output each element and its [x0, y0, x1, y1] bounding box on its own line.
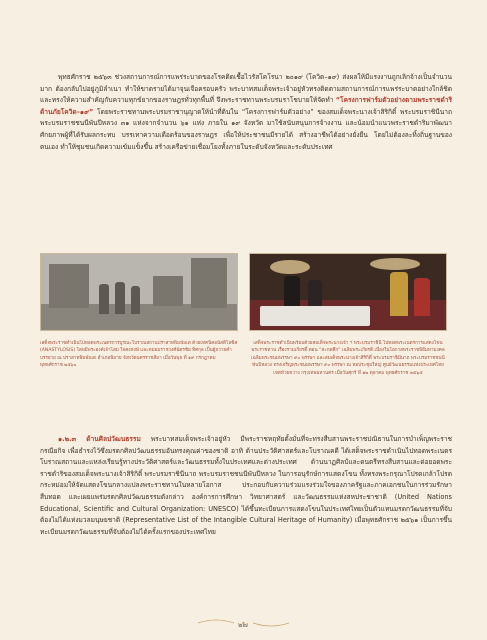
page-number: ๒๗ — [238, 621, 248, 629]
photo-khon-performance — [249, 253, 447, 331]
ruin-block — [153, 276, 183, 306]
stage-light — [270, 260, 310, 274]
stage-light — [370, 258, 420, 270]
ruin-tower — [191, 258, 227, 308]
culture-paragraph — [40, 434, 452, 538]
section-heading-highlight: ๑.๒.๓ ด้านศิลปวัฒนธรรม — [58, 435, 141, 443]
photo-ancient-ruins — [40, 253, 238, 331]
person-figure — [131, 286, 140, 314]
ruin-wall — [49, 264, 89, 308]
audience-figure — [284, 276, 300, 310]
person-figure — [115, 282, 125, 314]
performer-figure — [414, 278, 430, 316]
culture-paragraph-rest: พระบาทสมเด็จพระเจ้าอยู่หัว มีพระราชหฤทัยตั้งมั่นที่จะทรงสืบสานพระราชปณิธานในการบำเพ็ญพระราชกรณียกิจ เพื่อธำรงไว้ซึ่งมรดกศิลปวัฒนธรรมอันทรงคุณค่าของชาติ อาทิ ด้านประวัติศาสตร์และโบราณคดี ได้เสด็จพระราชดำเนินไปทอดพระเนตรโบราณสถานและแหล่งเรียนรู้ทางประวัติศาสตร์และวัฒนธรรมทั้งในประเทศและต่างประเทศ ด้านนาฏศิลป์และดนตรีทรงสืบสานและต่อยอดพระราชดำริของสมเด็จพระนางเจ้าสิริกิติ์ พระบรมราชินีนาถ พระบรมราชชนนีพันปีหลวง ในการอนุรักษ์การแสดงโขน ทั้งทรงพระกรุณาโปรดเกล้าโปรดกระหม่อมให้จัดแสดงโขนกลางแปลงพระราชทานในหลายโอกาส ประกอบกับความร่วมแรงร่วมใจของภาครัฐและภาคเอกชนในการร่วมรักษา สืบทอด และเผยแพร่มรดกศิลปวัฒนธรรมดังกล่าว องค์การการศึกษา วิทยาศาสตร์ และวัฒนธรรมแห่งสหประชาชาติ (United Nations Educational, Scientific and Cultural Organization: UNESCO) ได้ขึ้นทะเบียนการแสดงโขนในประเทศไทยเป็นตัวแทนมรดกวัฒนธรรมที่จับต้องไม่ได้แห่งมวลมนุษยชาติ (Representative List of the Intangible Cultural Heritage of Humanity) เมื่อพุทธศักราช ๒๕๖๑ เป็นการขึ้นทะเบียนมรดกวัฒนธรรมที่จับต้องไม่ได้ครั้งแรกของประเทศไทย — [40, 435, 452, 536]
person-figure — [99, 284, 109, 314]
caption-right: เสด็จพระราชดำเนินพร้อมด้วยสมเด็จพระนางเจ้า ฯ พระบรมราชินี ไปทอดพระเนตรการแสดงโขนพระราชทาน เรื่องรามเกียรติ์ ตอน “สะกดศึก” เฉลิมพระเกียรติ เนื่องในโอกาสพระราชพิธีมหามงคลเฉลิมพระชนมพรรษา ๙๐ พรรษา และสมเด็จพระนางเจ้าสิริกิติ์ พระบรมราชินีนาถ พระบรมราชชนนีพันปีหลวง ทรงเจริญพระชนมพรรษา ๙๐ พรรษา ณ หอประชุมใหญ่ ศูนย์วัฒนธรรมแห่งประเทศไทย เขตห้วยขวาง กรุงเทพมหานคร เมื่อวันศุกร์ ที่ ๑๒ ตุลาคม พุทธศักราช ๒๕๖๕ — [251, 341, 445, 376]
photo-table — [260, 306, 370, 326]
intro-paragraph-rest: โดยพระราชทานพระบรมราชานุญาตให้นำที่ดินใน “โครงการฟาร์มตัวอย่าง” ของสมเด็จพระนางเจ้าสิริกิติ์ พระบรมราชินีนาถ พระบรมราชชนนีพันปีหลวง ๓๑ แห่งจากจำนวน ๖๑ แห่ง ภายใน ๑๙ จังหวัด มาใช้สนับสนุนการจ้างงาน และน้อมนำแนวพระราชดำริมาพัฒนาศักยภาพผู้ที่ได้รับผลกระทบ บรรเทาความเดือดร้อนของราษฎร เพื่อให้ประชาชนมีรายได้ สร้างอาชีพได้อย่างยั่งยืน โดยไม่ต้องละทิ้งถิ่นฐานของตนเอง ทำให้ชุมชนเกิดความเข้มแข็งขึ้น สร้างเครือข่ายเชื่อมโยงทั้งภายในระดับจังหวัดและระดับประเทศ — [40, 107, 452, 151]
intro-paragraph — [40, 72, 452, 153]
intro-paragraph-lead: พุทธศักราช ๒๕๖๓ ช่วงสถานการณ์การแพร่ระบาดของโรคติดเชื้อไวรัสโคโรนา ๒๐๑๙ (โควิด–๑๙) ส่งผลให้มีแรงงานถูกเลิกจ้างเป็นจำนวนมาก ต้องกลับไปอยู่ภูมิลำเนา ทำให้ขาดรายได้มาจุนเจือครอบครัว พระบาทสมเด็จพระเจ้าอยู่หัวทรงติดตามสถานการณ์การแพร่ระบาดอย่างใกล้ชิด และทรงให้ความสำคัญกับความทุกข์ยากของราษฎรทั่วทุกพื้นที่ จึงพระราชทานพระบรมราโชบายให้จัดทำ — [40, 73, 452, 105]
performer-figure — [390, 272, 408, 316]
project-title-highlight: “โครงการฟาร์มตัวอย่างตามพระราชดำริ ต้านภัยโควิด–๑๙” — [40, 96, 452, 116]
caption-left: เสด็จพระราชดำเนินไปทอดพระเนตรการบูรณะโบราณสถานปราสาทพิมพ์มเด ด้วยเทคนิคอนัสติโลซิส (ANASTYLOSIS) โดยมีพระองค์เจ้าโสม ใจคงหงษ์ และหม่อมราชวงศ์ฉัตรชัย ทิศกุล เป็นผู้ถวายคำบรรยาย ณ ปราสาทพิมพ์มเด อำเภอพิมาย จังหวัดนครราชสีมา เมื่อวันพุธ ที่ ๑๙ กรกฎาคม พุทธศักราช ๒๕๖๐ — [40, 341, 238, 369]
